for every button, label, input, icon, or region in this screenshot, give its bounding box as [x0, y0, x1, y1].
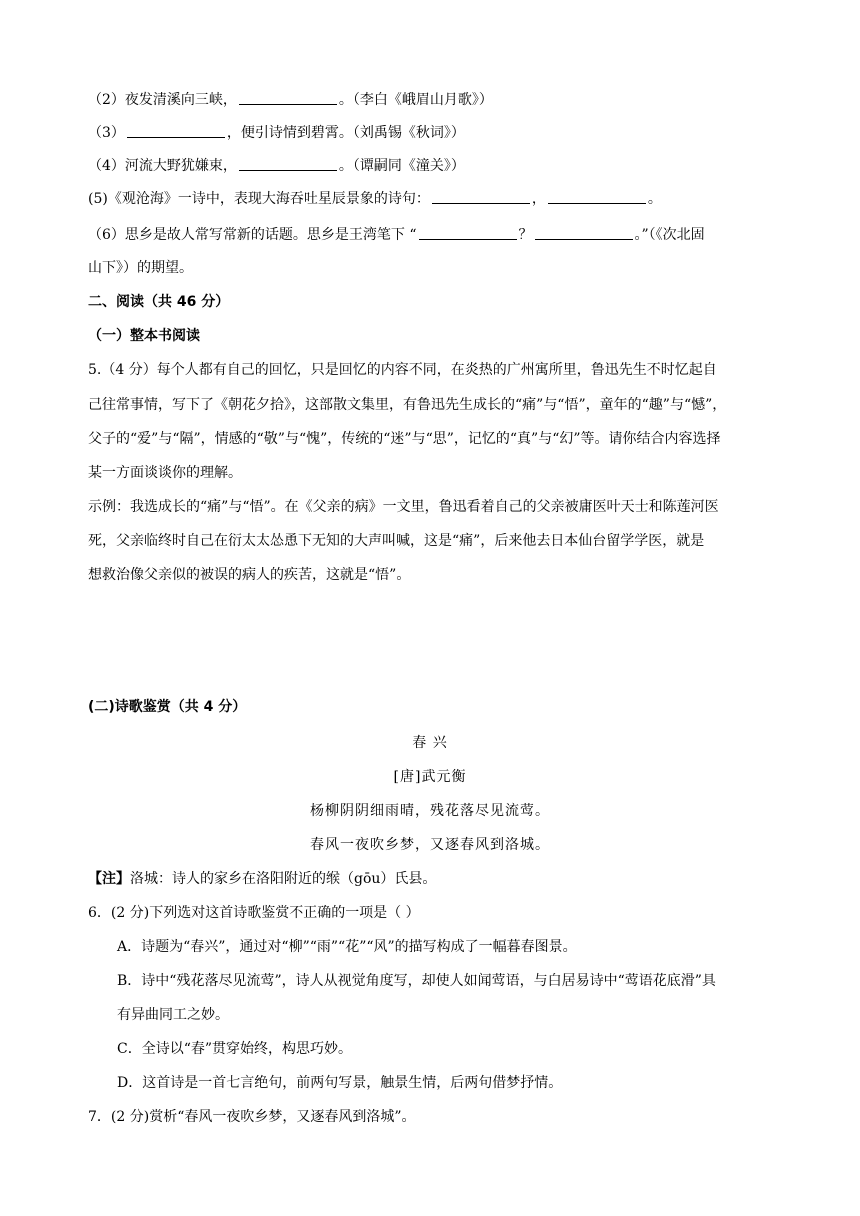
question-6-stem: 6．(2 分)下列选对这首诗歌鉴赏不正确的一项是（ ） [88, 905, 420, 921]
option-a[interactable]: A．诗题为“春兴”，通过对“柳”“雨”“花”“风”的描写构成了一幅暮春图景。 [117, 939, 577, 955]
section-heading: 二、阅读（共 46 分） [88, 294, 230, 310]
fill-item-4 [88, 156, 465, 176]
answer-blank[interactable] [419, 225, 517, 240]
question-7-stem: 7．(2 分)赏析“春风一夜吹乡梦，又逐春风到洛城”。 [88, 1109, 416, 1125]
answer-blank[interactable] [239, 90, 337, 105]
fill-item-3-suffix: ，便引诗情到碧霄。（刘禹锡《秋词》） [226, 125, 465, 141]
note-text: 洛城：诗人的家乡在洛阳附近的缑（gōu）氏县。 [130, 871, 437, 887]
fill-item-5 [88, 189, 662, 209]
answer-blank[interactable] [432, 189, 530, 204]
question-5-line: 某一方面谈谈你的理解。 [88, 465, 242, 481]
note-tag: 【注】 [88, 871, 130, 887]
fill-item-3-prefix: （3） [88, 125, 125, 141]
example-answer-line: 示例：我选成长的“痛”与“悟”。在《父亲的病》一文里，鲁迅看着自己的父亲被庸医叶天士和陈莲河医 [88, 499, 719, 515]
example-answer-line: 死，父亲临终时自己在衍太太怂恿下无知的大声叫喊，这是“痛”，后来他去日本仙台留学学医，就是 [88, 533, 705, 549]
example-answer-line: 想救治像父亲似的被误的病人的疾苦，这就是“悟”。 [88, 567, 411, 583]
fill-item-5-middle: ， [531, 191, 546, 207]
option-d[interactable]: D．这首诗是一首七言绝句，前两句写景，触景生情，后两句借梦抒情。 [117, 1075, 563, 1091]
poem-line-1: 杨柳阴阴细雨晴，残花落尽见流莺。 [310, 803, 550, 819]
question-5-line: 己往常事情，写下了《朝花夕拾》，这部散文集里，有鲁迅先生成长的“痛”与“悟”，童年的“趣”与“憾”， [88, 397, 727, 413]
question-5-line: 父子的“爱”与“隔”，情感的“敬”与“愧”，传统的“迷”与“思”，记忆的“真”与“幻”等。请你结合内容选择 [88, 431, 721, 447]
option-b[interactable]: B．诗中“残花落尽见流莺”，诗人从视觉角度写，却使人如闻莺语，与白居易诗中“莺语花底滑”具 [117, 973, 716, 989]
fill-item-4-suffix: 。（谭嗣同《潼关》） [338, 158, 465, 174]
fill-item-5-suffix: 。 [647, 191, 662, 207]
subsection-heading-1: （一）整本书阅读 [88, 328, 200, 344]
poem-title: 春 兴 [412, 735, 448, 751]
answer-blank[interactable] [127, 123, 225, 138]
poem-author: [唐]武元衡 [393, 769, 467, 785]
fill-item-2 [88, 90, 493, 110]
fill-item-3 [88, 123, 465, 143]
fill-item-2-prefix: （2）夜发清溪向三峡， [88, 92, 237, 108]
answer-blank[interactable] [239, 156, 337, 171]
answer-blank[interactable] [535, 225, 633, 240]
fill-item-6-line2: 山下》）的期望。 [88, 260, 193, 276]
question-5-line: 5.（4 分）每个人都有自己的回忆，只是回忆的内容不同，在炎热的广州寓所里，鲁迅先生不时忆起自 [88, 362, 717, 378]
fill-item-2-suffix: 。（李白《峨眉山月歌》） [338, 92, 493, 108]
fill-item-6-line1 [88, 225, 705, 245]
option-b-continued: 有异曲同工之妙。 [117, 1007, 229, 1023]
poem-line-2: 春风一夜吹乡梦，又逐春风到洛城。 [310, 837, 550, 853]
answer-blank[interactable] [548, 189, 646, 204]
poem-note [88, 869, 436, 889]
subsection-heading-2: (二)诗歌鉴赏（共 4 分） [88, 699, 247, 715]
fill-item-4-prefix: （4）河流大野犹嫌束， [88, 158, 237, 174]
fill-item-6-suffix: 。”（《次北固 [634, 227, 705, 243]
fill-item-6-middle: ？ [518, 227, 533, 243]
fill-item-5-prefix: (5)《观沧海》一诗中，表现大海吞吐星辰景象的诗句： [88, 191, 430, 207]
fill-item-6-prefix: （6）思乡是故人常写常新的话题。思乡是王湾笔下 “ [88, 227, 417, 243]
option-c[interactable]: C．全诗以“春”贯穿始终，构思巧妙。 [117, 1041, 353, 1057]
